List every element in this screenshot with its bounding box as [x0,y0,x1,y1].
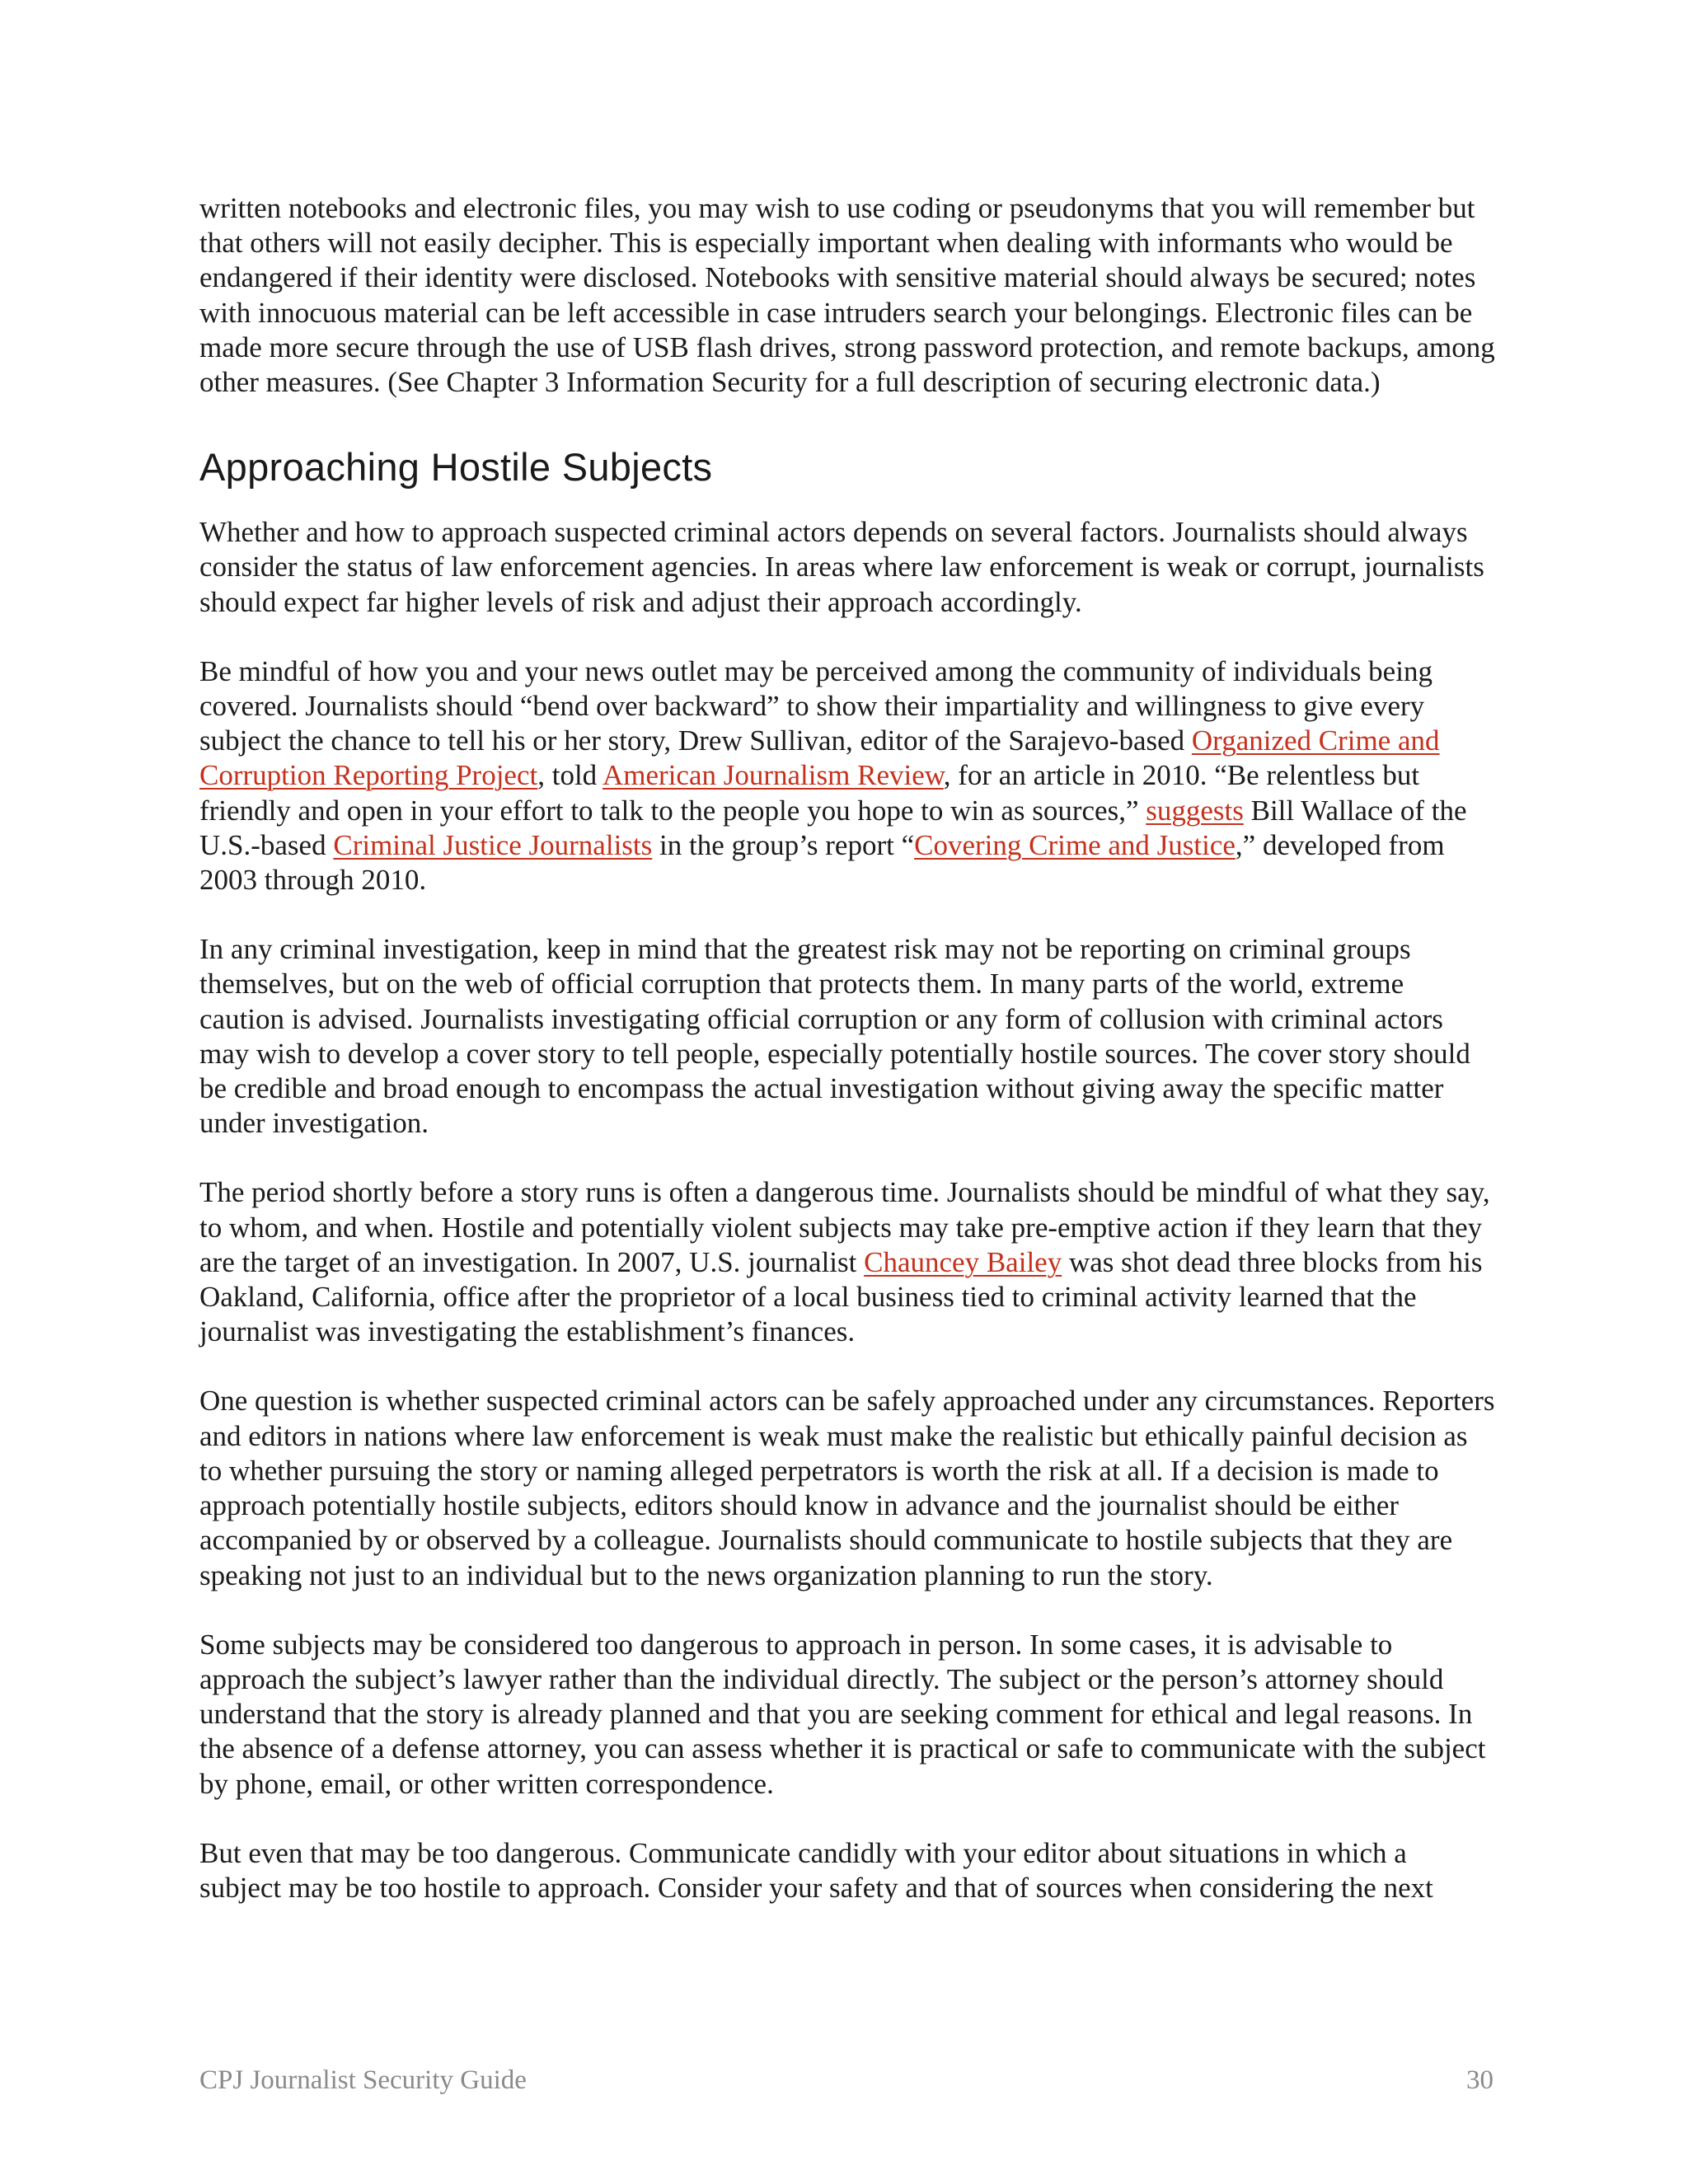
paragraph-editor-communication: But even that may be too dangerous. Communicate candidly with your editor about situations in which a subject may be too hostile to approach. Consider your safety and that of sources when considering the next [199,1836,1433,1904]
paragraph-text: , told [537,759,603,792]
footer-title: CPJ Journalist Security Guide [199,2065,527,2095]
paragraph-approach-decision: One question is whether suspected criminal actors can be safely approached under any circumstances. Reporters and editors in nations where law enforcement is weak must make the realistic but ethically painful decision as to whether pursuing the story or naming alleged perpetrators is worth the risk at all. If a decision is made to approach potentially hostile subjects, editors should know in advance and the journalist should be either accompanied by or observed by a colleague. Journalists should communicate to hostile subjects that they are speaking not just to an individual but to the news organization planning to run the story. [199,1385,1495,1591]
paragraph-text: Bill Wallace of the U.S.-based [199,794,1467,861]
paragraph-law-enforcement: Whether and how to approach suspected criminal actors depends on several factors. Journalists should always consider the status of law enforcement agencies. In areas where law enforcement is weak or corrupt, journalists should expect far higher levels of risk and adjust their approach accordingly. [199,516,1484,618]
link-american-journalism-review[interactable]: American Journalism Review [603,759,944,792]
link-criminal-justice-journalists[interactable]: Criminal Justice Journalists [333,828,653,861]
link-suggests[interactable]: suggests [1146,794,1244,827]
paragraph-text: , for an article in 2010. “Be relentless but friendly and open in your effort to talk to the people you hope to win as sources,” [199,759,1420,827]
paragraph-official-corruption: In any criminal investigation, keep in mind that the greatest risk may not be reporting on criminal groups themselves, but on the web of official corruption that protects them. In many parts of the world, extreme caution is advised. Journalists investigating official corruption or any form of collusion with criminal actors may wish to develop a cover story to tell people, especially potentially hostile sources. The cover story should be credible and broad enough to encompass the actual investigation without giving away the specific matter under investigation. [199,933,1470,1140]
paragraph-perception [199,654,1495,898]
link-occrp[interactable]: Organized Crime and Corruption Reporting Project [199,724,1440,792]
link-chauncey-bailey[interactable]: Chauncey Bailey [864,1245,1062,1278]
paragraph-story-timing [199,1175,1495,1349]
paragraph-too-dangerous: Some subjects may be considered too dangerous to approach in person. In some cases, it is advisable to approach the subject’s lawyer rather than the individual directly. The subject or the person’s attorney should understand that the story is already planned and that you are seeking comment for ethical and legal reasons. In the absence of a defense attorney, you can assess whether it is practical or safe to communicate with the subject by phone, email, or other written correspondence. [199,1628,1486,1800]
paragraph-text: Be mindful of how you and your news outlet may be perceived among the community of individuals being covered. Journalists should “bend over backward” to show their impartiality and willingness to give every subject the chance to tell his or her story, Drew Sullivan, editor of the Sarajevo-based [199,654,1432,757]
link-covering-crime-and-justice[interactable]: Covering Crime and Justice [914,828,1236,861]
page-number: 30 [1466,2065,1493,2095]
page-body [199,191,1495,1940]
paragraph-text: ,” developed from 2003 through 2010. [199,828,1445,897]
paragraph-text: in the group’s report “ [652,828,915,861]
intro-paragraph: written notebooks and electronic files, you may wish to use coding or pseudonyms that you will remember but that others will not easily decipher. This is especially important when dealing with informants who would be endangered if their identity were disclosed. Notebooks with sensitive material should always be secured; notes with innocuous material can be left accessible in case intruders search your belongings. Electronic files can be made more secure through the use of USB flash drives, strong password protection, and remote backups, among other measures. (See Chapter 3 Information Security for a full description of securing electronic data.) [199,192,1495,399]
paragraph-text: was shot dead three blocks from his Oakland, California, office after the proprietor of a local business tied to criminal activity learned that the journalist was investigating the establishment’s finances. [199,1245,1483,1348]
section-heading: Approaching Hostile Subjects [199,445,713,490]
paragraph-text: The period shortly before a story runs is often a dangerous time. Journalists should be mindful of what they say, to whom, and when. Hostile and potentially violent subjects may take pre-emptive action if they learn that they are the target of an investigation. In 2007, U.S. journalist [199,1176,1490,1278]
